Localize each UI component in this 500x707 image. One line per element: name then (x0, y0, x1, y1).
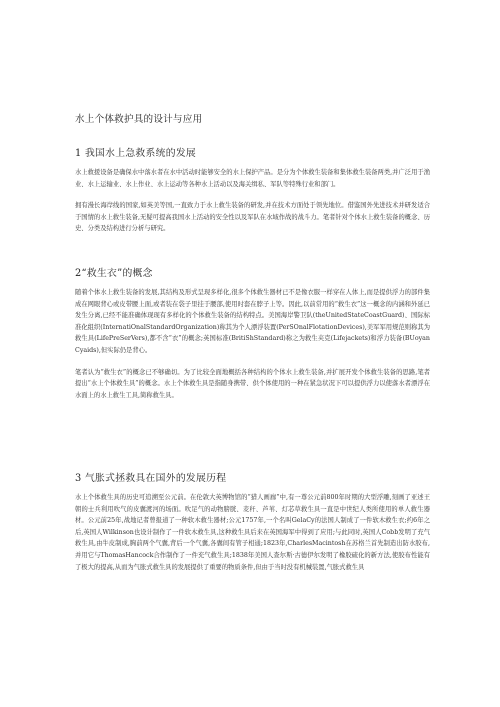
section-1 (75, 145, 430, 245)
section-heading: 1 我国水上急救系统的发展 (75, 148, 197, 159)
paragraph: 水上个体救生具的历史可追溯至公元前。在伦敦大英博物馆的“猎人画廊”中,有一尊公元前800年时期的大型浮雕,刻画了亚述王朝的士兵利用吹气的皮囊渡河的场面。吹足气的动物膀胱、麦秆、芦苇、灯芯草救生具一直是中世纪人类所使用的单人救生器材。公元前25年,战地记者曾报道了一种软木救生器材;公元1757年,一个名叫GelaCy的法国人制成了一件软木救生衣;约6年之后,英国人Wilkinson也设计制作了一件软木救生具,这种救生具后来在英国海军中得到了应用;与此同时,英国人Cobb发明了充气救生具,由牛皮制成,胸前两个气囊,背后一个气囊,各囊间有管子相通;1823年,CharlesMacintosh在苏格兰首先制造出防水胶布,并用它与ThomasHancock合作制作了一件充气救生具;1838年美国人查尔斯·古德伊尔发明了橡胶硫化的新方法,使胶布性能有了极大的提高,从而为气胀式救生具的发展提供了重要的物质条件,但由于当时没有机械装置,气胀式救生具 (75, 494, 430, 571)
paragraph: 随着个体水上救生装备的发展,其结构及形式呈现多样化,很多个体救生器材已不是像衣服一样穿在人体上,而是提供浮力的部件集成在网眼背心或皮带腰上面,或者装在袋子里挂于腰部,使用时套在脖子上等。因此,以前常用的“救生衣”这一概念的内涵和外延已发生分离,已经不能准确体现现有多样化的个体救生装备的结构特点。美国海岸警卫队(theUnitedStateCoastGuard)、国际标准化组织(InternatiOnalStandardOrganization)称其为个人漂浮装置(PerSOnalFlotationDevices),美军军用规范则称其为救生具(LifePreSerVers),都不含“衣”的概念;英国标准(BritiShStandard)称之为救生夹克(Lifejackets)和浮力装备(BUoyanCyaids),但实际仍是背心。 (75, 289, 430, 354)
paragraph: 拥有漫长海岸线的国家,如英美等国,一直致力于水上救生装备的研发,并在技术方面处于领先地位。借鉴国外先进技术并研发适合于国情的水上救生装备,无疑可提高我国水上活动的安全性以及军队在水域作战的战斗力。笔者针对个体水上救生装备的概念、历史、分类及结构进行分析与研究。 (75, 202, 430, 233)
section-heading: 2“救生衣”的概念 (75, 268, 153, 279)
paragraph: 笔者认为“救生衣”的概念已不够确切。为了比较全面地概括各种结构的个体水上救生装备,并扩展开发个体救生装备的思路,笔者提出“水上个体救生具”的概念。水上个体救生具是指随身携带、供个体使用的一种在紧急状况下可以提供浮力以使落水者漂浮在水面上的水上救生工具,简称救生具。 (75, 368, 430, 399)
section-3 (75, 470, 430, 583)
paragraph: 水上救援设备是确保水中落水者在水中活动时能够安全的水上保护产品。是分为个体救生装备和集体救生装备两类,并广泛用于渔业、水上运输业、水上作业、水上运动等各种水上活动以及海关缉私、军队等特殊行业和部门。 (75, 169, 430, 188)
document-title: 水上个体救护具的设计与应用 (75, 114, 203, 125)
section-heading: 3 气胀式拯救具在国外的发展历程 (75, 473, 227, 484)
section-2 (75, 265, 430, 411)
